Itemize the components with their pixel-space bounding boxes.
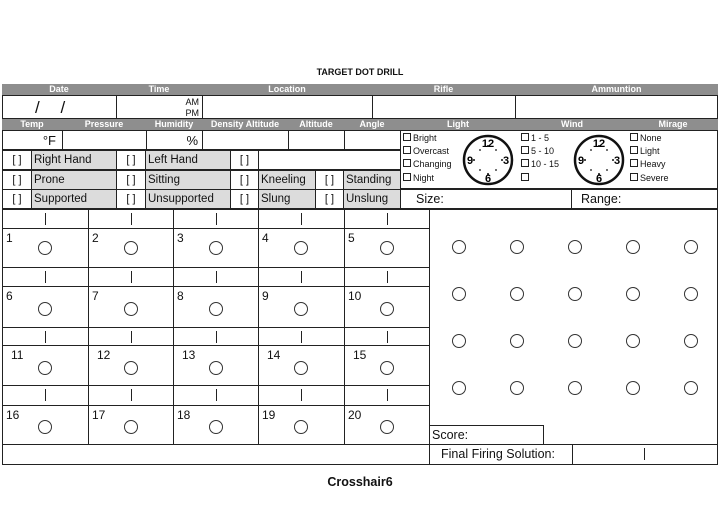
pressure-field[interactable] bbox=[62, 130, 147, 150]
target-cell[interactable] bbox=[344, 286, 430, 328]
tick-strip bbox=[344, 267, 430, 287]
target-number: 6 bbox=[6, 289, 13, 303]
date-field[interactable] bbox=[2, 95, 117, 119]
wind-5-10-checkbox[interactable] bbox=[521, 145, 554, 158]
light-changing-label: Changing bbox=[413, 159, 452, 169]
target-number: 10 bbox=[348, 289, 362, 303]
tick-strip bbox=[88, 209, 174, 229]
clock-9: 9 bbox=[577, 155, 585, 167]
unslung-label: Unslung bbox=[343, 189, 401, 209]
tick-strip bbox=[88, 385, 174, 406]
practice-dot[interactable] bbox=[568, 334, 582, 348]
practice-dot[interactable] bbox=[452, 381, 466, 395]
date-slashes: / / bbox=[35, 98, 74, 117]
target-cell[interactable] bbox=[258, 405, 345, 445]
standing-check[interactable]: [ ] bbox=[315, 170, 344, 190]
practice-dot[interactable] bbox=[568, 287, 582, 301]
header-altitude: Altitude bbox=[288, 119, 344, 130]
light-clock-icon bbox=[460, 132, 516, 188]
tick-strip bbox=[2, 385, 89, 406]
light-bright-label: Bright bbox=[413, 133, 437, 143]
density-altitude-field[interactable] bbox=[202, 130, 289, 150]
slung-label: Slung bbox=[258, 189, 316, 209]
target-dot[interactable] bbox=[294, 302, 308, 316]
header-rifle: Rifle bbox=[372, 84, 515, 95]
size-field[interactable] bbox=[400, 189, 572, 209]
extra-check-a[interactable]: [ ] bbox=[230, 150, 259, 170]
center-tick bbox=[387, 213, 388, 225]
mirage-light-checkbox[interactable] bbox=[630, 145, 660, 158]
target-number: 9 bbox=[262, 289, 269, 303]
wind-5-10-label: 5 - 10 bbox=[531, 146, 555, 156]
center-tick bbox=[45, 213, 46, 225]
target-number: 7 bbox=[92, 289, 99, 303]
tick-strip bbox=[258, 267, 345, 287]
center-tick bbox=[45, 389, 46, 401]
range-field[interactable] bbox=[571, 189, 718, 209]
center-tick bbox=[131, 271, 132, 283]
wind-10-15-checkbox[interactable] bbox=[521, 158, 559, 171]
target-number: 3 bbox=[177, 231, 184, 245]
wind-10-15-label: 10 - 15 bbox=[531, 159, 560, 169]
light-overcast-checkbox[interactable] bbox=[403, 145, 449, 158]
sitting-check[interactable]: [ ] bbox=[116, 170, 146, 190]
target-dot[interactable] bbox=[380, 420, 394, 434]
tick-strip bbox=[2, 327, 89, 346]
center-tick bbox=[301, 331, 302, 343]
location-field[interactable] bbox=[202, 95, 373, 119]
header-humidity: Humidity bbox=[146, 119, 202, 130]
target-dot[interactable] bbox=[209, 241, 223, 255]
center-tick bbox=[216, 389, 217, 401]
final-label-cell bbox=[429, 444, 573, 465]
size-label: Size: bbox=[416, 192, 444, 206]
tick-strip bbox=[258, 209, 345, 229]
light-changing-checkbox[interactable] bbox=[403, 158, 452, 171]
target-number: 4 bbox=[262, 231, 269, 245]
tick-strip bbox=[88, 327, 174, 346]
temp-unit: °F bbox=[42, 133, 56, 148]
target-dot[interactable] bbox=[294, 420, 308, 434]
target-number: 16 bbox=[6, 408, 20, 422]
practice-dot[interactable] bbox=[510, 334, 524, 348]
header-date: Date bbox=[2, 84, 116, 95]
humidity-field[interactable] bbox=[146, 130, 203, 150]
tick-strip bbox=[173, 209, 259, 229]
practice-dot[interactable] bbox=[452, 240, 466, 254]
practice-dot[interactable] bbox=[452, 287, 466, 301]
practice-dot[interactable] bbox=[510, 381, 524, 395]
target-dot[interactable] bbox=[380, 302, 394, 316]
target-number: 13 bbox=[182, 348, 196, 362]
tick-strip bbox=[173, 385, 259, 406]
tick-strip bbox=[173, 267, 259, 287]
supported-check[interactable]: [ ] bbox=[2, 189, 32, 209]
supported-label: Supported bbox=[31, 189, 117, 209]
target-number: 20 bbox=[348, 408, 362, 422]
tick-strip bbox=[2, 209, 89, 229]
wind-blank-checkbox[interactable] bbox=[521, 172, 531, 185]
footer-brand: Crosshair6 bbox=[327, 475, 393, 489]
target-dot[interactable] bbox=[209, 420, 223, 434]
tick-strip bbox=[88, 267, 174, 287]
sitting-label: Sitting bbox=[145, 170, 231, 190]
final-divider bbox=[644, 448, 645, 460]
target-dot[interactable] bbox=[124, 241, 138, 255]
target-number: 14 bbox=[267, 348, 281, 362]
kneeling-check[interactable]: [ ] bbox=[230, 170, 259, 190]
light-night-checkbox[interactable] bbox=[403, 172, 434, 185]
form-title: TARGET DOT DRILL bbox=[316, 67, 404, 77]
final-firing-label: Final Firing Solution: bbox=[441, 447, 555, 461]
practice-dot[interactable] bbox=[684, 334, 698, 348]
center-tick bbox=[45, 331, 46, 343]
target-cell[interactable] bbox=[258, 345, 345, 386]
wind-clock-icon bbox=[571, 132, 627, 188]
header-mirage: Mirage bbox=[628, 119, 718, 130]
mirage-none-label: None bbox=[640, 133, 662, 143]
wind-1-5-checkbox[interactable] bbox=[521, 132, 549, 145]
center-tick bbox=[216, 271, 217, 283]
light-night-label: Night bbox=[413, 173, 435, 183]
target-cell[interactable] bbox=[344, 405, 430, 445]
center-tick bbox=[216, 213, 217, 225]
wind-1-5-label: 1 - 5 bbox=[531, 133, 550, 143]
target-dot[interactable] bbox=[38, 302, 52, 316]
altitude-field[interactable] bbox=[288, 130, 345, 150]
target-number: 1 bbox=[6, 231, 13, 245]
unslung-check[interactable]: [ ] bbox=[315, 189, 344, 209]
angle-field[interactable] bbox=[344, 130, 401, 150]
target-dot[interactable] bbox=[380, 241, 394, 255]
target-cell[interactable] bbox=[88, 286, 174, 328]
mirage-severe-checkbox[interactable] bbox=[630, 172, 669, 185]
target-cell[interactable] bbox=[173, 286, 259, 328]
center-tick bbox=[301, 271, 302, 283]
practice-dot[interactable] bbox=[510, 287, 524, 301]
header-time: Time bbox=[116, 84, 202, 95]
target-cell[interactable] bbox=[88, 345, 174, 386]
practice-dot[interactable] bbox=[568, 240, 582, 254]
unsupported-check[interactable]: [ ] bbox=[116, 189, 146, 209]
target-dot[interactable] bbox=[294, 241, 308, 255]
target-cell[interactable] bbox=[258, 286, 345, 328]
target-dot[interactable] bbox=[38, 361, 52, 375]
header-wind: Wind bbox=[516, 119, 628, 130]
light-bright-checkbox[interactable] bbox=[403, 132, 437, 145]
practice-dot[interactable] bbox=[626, 334, 640, 348]
clock-12: 12 bbox=[481, 138, 495, 150]
target-cell[interactable] bbox=[344, 345, 430, 386]
clock-12: 12 bbox=[592, 138, 606, 150]
score-field[interactable] bbox=[429, 425, 544, 445]
center-tick bbox=[131, 389, 132, 401]
center-tick bbox=[301, 213, 302, 225]
center-tick bbox=[131, 331, 132, 343]
target-number: 12 bbox=[97, 348, 111, 362]
ammunition-field[interactable] bbox=[515, 95, 718, 119]
tick-strip bbox=[2, 267, 89, 287]
target-dot[interactable] bbox=[380, 361, 394, 375]
center-tick bbox=[301, 389, 302, 401]
practice-dot[interactable] bbox=[684, 381, 698, 395]
humidity-unit: % bbox=[186, 133, 198, 148]
practice-dot[interactable] bbox=[626, 287, 640, 301]
header-temp: Temp bbox=[2, 119, 62, 130]
mirage-severe-label: Severe bbox=[640, 173, 669, 183]
practice-dot[interactable] bbox=[626, 381, 640, 395]
pm-label: PM bbox=[185, 108, 199, 118]
practice-dot[interactable] bbox=[684, 287, 698, 301]
target-dot[interactable] bbox=[124, 361, 138, 375]
unsupported-label: Unsupported bbox=[145, 189, 231, 209]
clock-3: 3 bbox=[613, 155, 621, 167]
mirage-heavy-checkbox[interactable] bbox=[630, 158, 666, 171]
light-overcast-label: Overcast bbox=[413, 146, 450, 156]
header-light: Light bbox=[400, 119, 516, 130]
practice-dot[interactable] bbox=[510, 240, 524, 254]
header-density-altitude: Density Altitude bbox=[202, 119, 288, 130]
header-angle: Angle bbox=[344, 119, 400, 130]
center-tick bbox=[216, 331, 217, 343]
clock-6: 6 bbox=[595, 173, 603, 185]
rifle-field[interactable] bbox=[372, 95, 516, 119]
target-cell[interactable] bbox=[173, 345, 259, 386]
practice-dot[interactable] bbox=[568, 381, 582, 395]
right-hand-label: Right Hand bbox=[31, 150, 117, 170]
prone-label: Prone bbox=[31, 170, 117, 190]
standing-label: Standing bbox=[343, 170, 401, 190]
target-cell[interactable] bbox=[173, 405, 259, 445]
temp-field[interactable] bbox=[2, 130, 63, 150]
am-label: AM bbox=[185, 97, 199, 107]
header-ammunition: Ammuntion bbox=[515, 84, 718, 95]
target-dot[interactable] bbox=[209, 361, 223, 375]
header-location: Location bbox=[202, 84, 372, 95]
target-dot[interactable] bbox=[294, 361, 308, 375]
mirage-heavy-label: Heavy bbox=[640, 159, 666, 169]
clock-6: 6 bbox=[484, 173, 492, 185]
target-number: 17 bbox=[92, 408, 106, 422]
center-tick bbox=[387, 389, 388, 401]
target-cell[interactable] bbox=[2, 345, 89, 386]
target-cell[interactable] bbox=[2, 286, 89, 328]
practice-dot[interactable] bbox=[684, 240, 698, 254]
target-number: 18 bbox=[177, 408, 191, 422]
clock-9: 9 bbox=[466, 155, 474, 167]
tick-strip bbox=[258, 327, 345, 346]
target-number: 8 bbox=[177, 289, 184, 303]
target-dot[interactable] bbox=[209, 302, 223, 316]
target-dot[interactable] bbox=[38, 420, 52, 434]
right-hand-check[interactable]: [ ] bbox=[2, 150, 32, 170]
tick-strip bbox=[258, 385, 345, 406]
practice-dot[interactable] bbox=[452, 334, 466, 348]
tick-strip bbox=[173, 327, 259, 346]
center-tick bbox=[387, 271, 388, 283]
target-cell[interactable] bbox=[88, 405, 174, 445]
left-hand-label: Left Hand bbox=[145, 150, 231, 170]
tick-strip bbox=[344, 385, 430, 406]
tick-strip bbox=[344, 327, 430, 346]
extra-field-a[interactable] bbox=[258, 150, 401, 170]
target-number: 5 bbox=[348, 231, 355, 245]
mirage-light-label: Light bbox=[640, 146, 660, 156]
clock-3: 3 bbox=[502, 155, 510, 167]
header-pressure: Pressure bbox=[62, 119, 146, 130]
left-hand-check[interactable]: [ ] bbox=[116, 150, 146, 170]
score-label: Score: bbox=[432, 428, 469, 442]
kneeling-label: Kneeling bbox=[258, 170, 316, 190]
center-tick bbox=[45, 271, 46, 283]
time-field[interactable] bbox=[116, 95, 203, 119]
target-dot[interactable] bbox=[38, 241, 52, 255]
target-dot[interactable] bbox=[124, 420, 138, 434]
prone-check[interactable]: [ ] bbox=[2, 170, 32, 190]
center-tick bbox=[387, 331, 388, 343]
target-dot[interactable] bbox=[124, 302, 138, 316]
range-label: Range: bbox=[581, 192, 622, 206]
mirage-none-checkbox[interactable] bbox=[630, 132, 662, 145]
practice-dot[interactable] bbox=[626, 240, 640, 254]
tick-strip bbox=[344, 209, 430, 229]
target-number: 19 bbox=[262, 408, 276, 422]
final-firing-field[interactable] bbox=[572, 444, 718, 465]
slung-check[interactable]: [ ] bbox=[230, 189, 259, 209]
center-tick bbox=[131, 213, 132, 225]
target-number: 11 bbox=[11, 348, 24, 362]
target-number: 15 bbox=[353, 348, 367, 362]
target-number: 2 bbox=[92, 231, 99, 245]
target-cell[interactable] bbox=[2, 405, 89, 445]
